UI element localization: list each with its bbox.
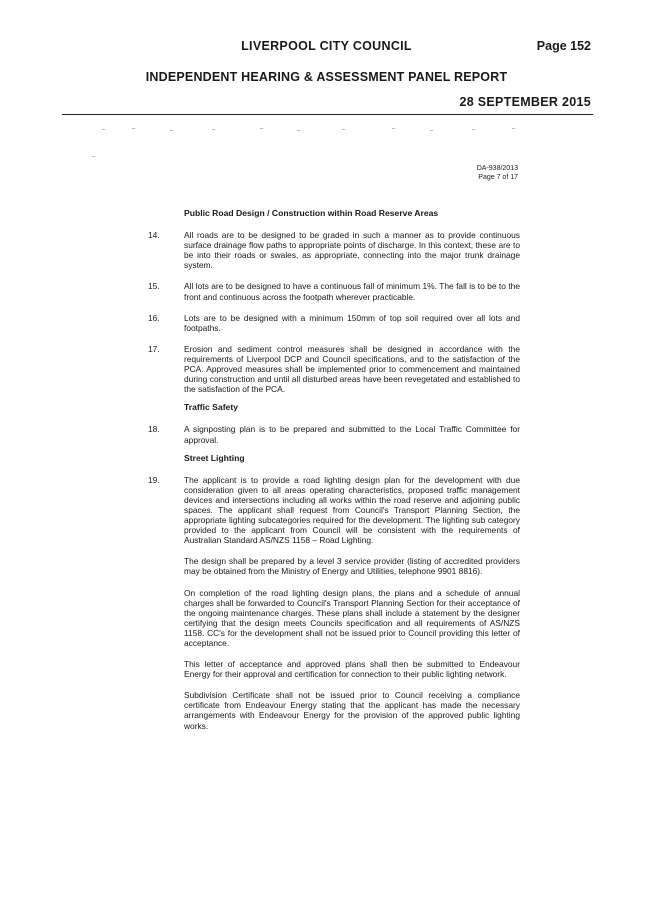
council-name: LIVERPOOL CITY COUNCIL	[241, 39, 412, 53]
conditions-body	[148, 208, 520, 742]
condition-17	[148, 344, 520, 394]
da-number: DA-938/2013	[476, 165, 518, 172]
condition-19	[148, 475, 520, 546]
condition-number: 15.	[148, 281, 160, 292]
condition-number: 18.	[148, 424, 160, 435]
condition-text: All lots are to be designed to have a continuous fall of minimum 1%. The fall is to be to the front and continuous across the footpath wherever practicable.	[184, 281, 520, 302]
condition-14	[148, 230, 520, 270]
condition-text: A signposting plan is to be prepared and submitted to the Local Traffic Committee for approval.	[184, 424, 520, 445]
condition-number: 19.	[148, 474, 160, 485]
condition-text: Lots are to be designed with a minimum 150mm of top soil required over all lots and footpaths.	[184, 312, 520, 333]
lighting-paragraph: This letter of acceptance and approved plans shall then be submitted to Endeavour Energy for their approval and certification for connection to their public lighting network.	[184, 659, 520, 680]
section-heading-lighting: Street Lighting	[184, 452, 245, 463]
scan-artifacts	[92, 126, 552, 166]
page-number: Page 152	[536, 39, 591, 53]
lighting-paragraph: On completion of the road lighting design plans, the plans and a schedule of annual charges shall be forwarded to Council's Transport Planning Section for their acceptance of the ongoing maintenance charges. These plans shall include a statement by the designer certifying that the design meets Councils specification and all requirements of AS/NZS 1158. CC's for the development shall not be issued prior to Council providing this letter of acceptance.	[184, 587, 520, 648]
report-date: 28 SEPTEMBER 2015	[459, 95, 591, 109]
condition-15	[148, 281, 520, 301]
condition-number: 16.	[148, 312, 160, 323]
condition-number: 17.	[148, 343, 160, 354]
condition-number: 14.	[148, 230, 160, 241]
header-divider	[62, 114, 593, 115]
ref-page: Page 7 of 17	[478, 174, 518, 181]
report-title: INDEPENDENT HEARING & ASSESSMENT PANEL REPORT	[145, 70, 508, 84]
document-reference	[477, 164, 518, 182]
section-heading-road-design: Public Road Design / Construction within Road Reserve Areas	[184, 208, 439, 218]
lighting-paragraph: The design shall be prepared by a level 3 service provider (listing of accredited providers may be obtained from the Ministry of Energy and Utilities, telephone 9901 8816).	[184, 556, 520, 577]
condition-text: All roads are to be designed to be graded in such a manner as to provide continuous surface drainage flow paths to appropriate points of discharge. In this context, these are to be into their roads or swales, as appropriate, connecting into the major trunk drainage system.	[184, 230, 520, 271]
condition-text: The applicant is to provide a road lighting design plan for the development with due consideration given to all areas operating characteristics, proposed traffic management devices and intersections including all works within the road reserve and adjoining public spaces. The applicant shall request from Council's Transport Planning Section, the appropriate lighting subcategories required for the development. The lighting sub category provided to the applicant from Council will be consistent with the requirements of Australian Standard AS/NZS 1158 – Road Lighting.	[184, 474, 520, 546]
condition-16	[148, 313, 520, 333]
section-heading-traffic: Traffic Safety	[184, 402, 238, 413]
condition-18	[148, 424, 520, 444]
condition-text: Erosion and sediment control measures shall be designed in accordance with the requirements of Liverpool DCP and Council specifications, and to the satisfaction of the PCA. Approved measures shall be implemented prior to commencement and maintained during construction and until all disturbed areas have been revegetated and established to the satisfaction of the PCA.	[184, 343, 520, 395]
lighting-paragraph: Subdivision Certificate shall not be issued prior to Council receiving a compliance certificate from Endeavour Energy stating that the applicant has made the necessary arrangements with Endeavour Energy for the provision of the approved public lighting works.	[184, 690, 520, 731]
